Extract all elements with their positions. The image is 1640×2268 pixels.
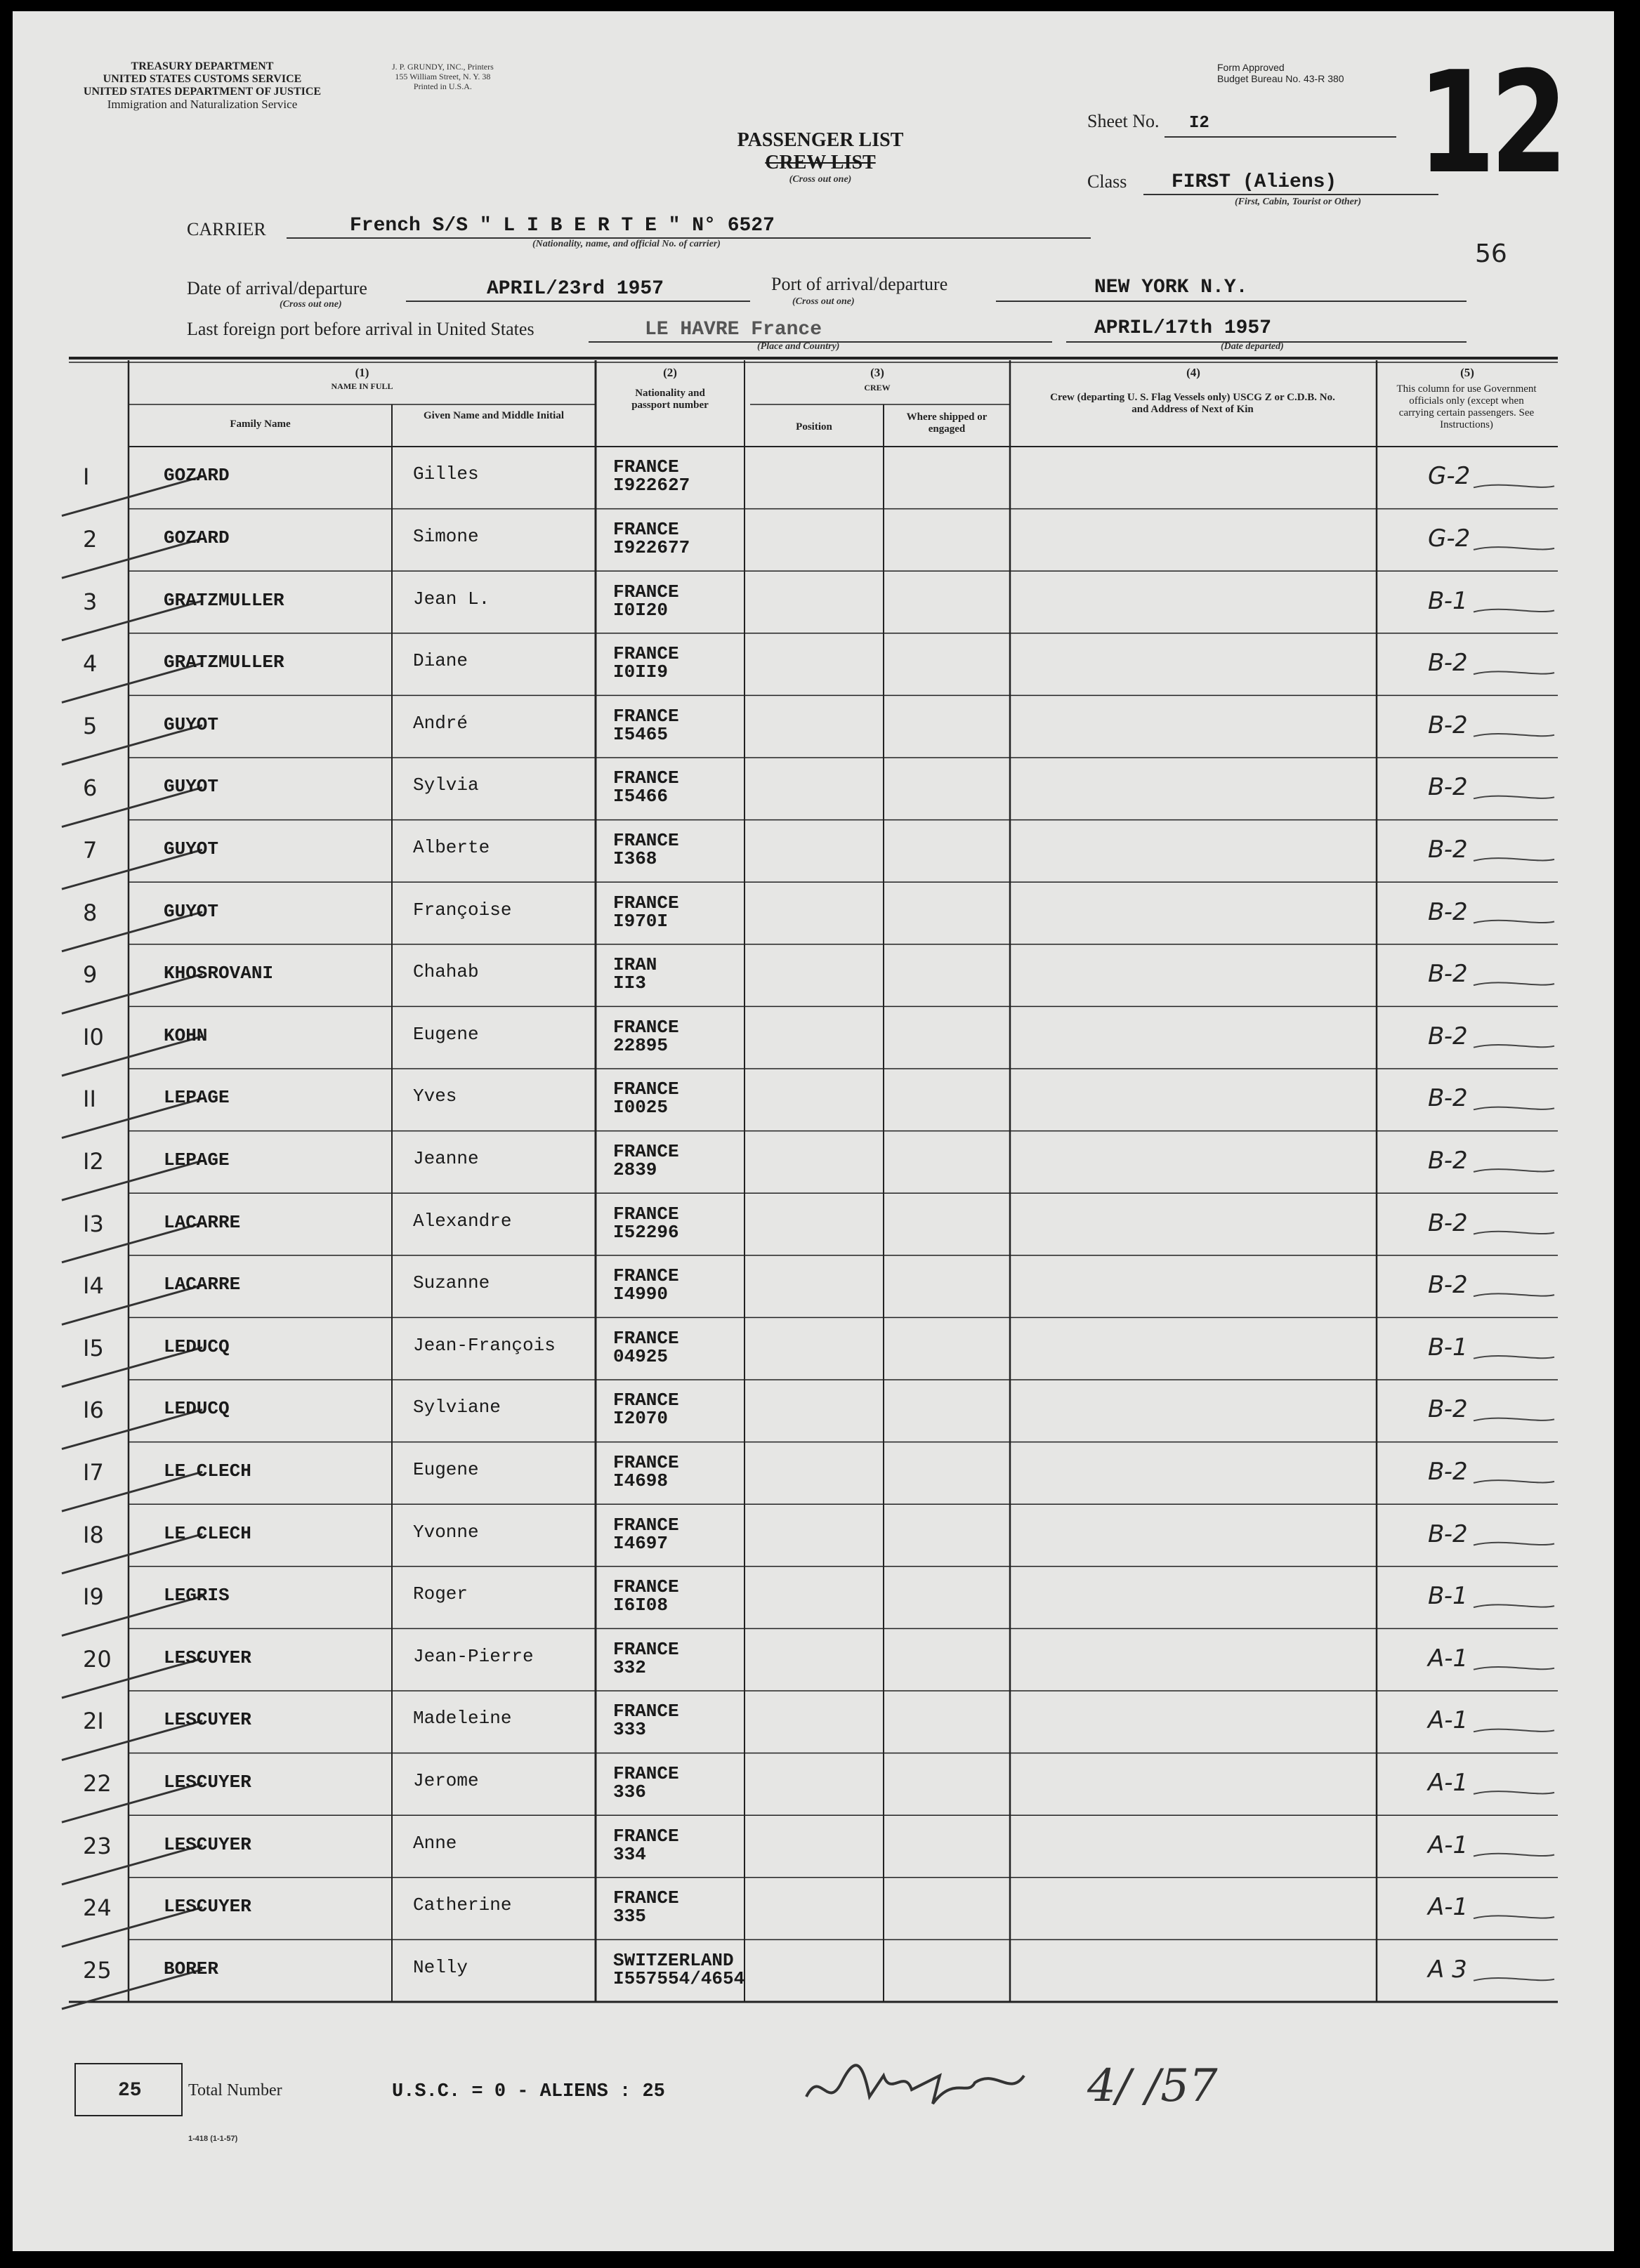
passport-number: I4698 [613, 1470, 669, 1491]
col-given-name: Given Name and Middle Initial [423, 410, 565, 421]
family-name: GUYOT [164, 900, 219, 922]
row-number: I0 [83, 1023, 104, 1050]
row-number: 23 [83, 1832, 112, 1859]
family-name: KOHN [164, 1024, 208, 1046]
mark-flourish [1474, 1978, 1554, 1981]
col4-crew: Crew (departing U. S. Flag Vessels only) USCG Z or C.D.B. No. and Address of Next of Kin [1050, 392, 1335, 415]
given-name: Sylvia [413, 774, 479, 796]
passport-number: I0I20 [613, 599, 669, 621]
mark-flourish [1474, 1169, 1554, 1172]
given-name: Jean-Pierre [413, 1645, 534, 1667]
given-name: Chahab [413, 961, 479, 983]
nationality: FRANCE [613, 581, 679, 602]
col5-gov: This column for use Government officials only (except when carrying certain passengers. See Instructions) [1396, 383, 1537, 430]
passport-number: I922677 [613, 536, 690, 558]
mark-flourish [1474, 1480, 1554, 1483]
family-name: BORER [164, 1958, 219, 1979]
given-name: Eugene [413, 1023, 479, 1045]
mark-flourish [1474, 1854, 1554, 1857]
mark-flourish [1474, 1107, 1554, 1110]
gov-mark: B-2 [1428, 1146, 1468, 1175]
port-note: (Cross out one) [792, 296, 855, 307]
nationality: FRANCE [613, 705, 679, 727]
nationality: FRANCE [613, 1203, 679, 1225]
family-name: LACARRE [164, 1211, 241, 1233]
given-name: Roger [413, 1583, 468, 1605]
given-name: Suzanne [413, 1272, 490, 1294]
row-number: 3 [83, 588, 98, 615]
mark-flourish [1474, 1418, 1554, 1421]
family-name: LE CLECH [164, 1522, 251, 1544]
passport-number: 04925 [613, 1345, 669, 1367]
mark-flourish [1474, 1667, 1554, 1670]
row-number: I5 [83, 1334, 104, 1362]
nationality: FRANCE [613, 1079, 679, 1100]
passport-number: 2839 [613, 1159, 657, 1180]
family-name: LACARRE [164, 1274, 241, 1295]
family-name: KHOSROVANI [164, 963, 274, 984]
row-number: 7 [83, 836, 98, 864]
signature-image [799, 2048, 1094, 2125]
col3-crew: CREW [864, 383, 891, 393]
family-name: LE CLECH [164, 1460, 251, 1482]
gov-mark: A-1 [1428, 1768, 1469, 1797]
carrier-note: (Nationality, name, and official No. of carrier) [532, 239, 721, 249]
gov-mark: B-1 [1428, 1582, 1468, 1611]
manifest-sheet [13, 11, 1614, 2251]
given-name: Madeleine [413, 1708, 512, 1729]
row-number: 6 [83, 774, 98, 802]
row-number: 8 [83, 899, 98, 926]
gov-mark: B-2 [1428, 1519, 1468, 1548]
given-name: Yves [413, 1086, 457, 1107]
mark-flourish [1474, 1729, 1554, 1732]
date-departed-value: APRIL/17th 1957 [1094, 317, 1272, 339]
given-name: Catherine [413, 1894, 512, 1916]
big-sheet-number: 12 [1417, 41, 1563, 205]
class-value: FIRST (Aliens) [1172, 171, 1337, 193]
given-name: Alberte [413, 836, 490, 858]
class-note: (First, Cabin, Tourist or Other) [1235, 197, 1361, 207]
date-label: Date of arrival/departure [187, 278, 367, 298]
agency-line: UNITED STATES DEPARTMENT OF JUSTICE [83, 86, 322, 98]
mark-flourish [1474, 734, 1554, 737]
form-approved-line: Budget Bureau No. 43-R 380 [1217, 73, 1344, 84]
mark-flourish [1474, 1604, 1554, 1607]
passport-number: I2070 [613, 1408, 669, 1430]
gov-mark: B-2 [1428, 835, 1468, 864]
mark-flourish [1474, 1916, 1554, 1918]
col2-number: (2) [663, 366, 677, 379]
class-label: Class [1087, 171, 1127, 192]
col1-number: (1) [355, 366, 369, 379]
mark-flourish [1474, 796, 1554, 799]
row-number: 20 [83, 1645, 112, 1673]
nationality: FRANCE [613, 1887, 679, 1909]
passport-number: 335 [613, 1906, 646, 1927]
nationality: FRANCE [613, 518, 679, 540]
gov-mark: B-2 [1428, 773, 1468, 802]
mark-flourish [1474, 1293, 1554, 1296]
nationality: FRANCE [613, 1140, 679, 1162]
nationality: FRANCE [613, 1638, 679, 1660]
gov-mark: A-1 [1428, 1706, 1469, 1735]
passport-number: I6I08 [613, 1595, 669, 1616]
gov-mark: B-2 [1428, 1395, 1468, 1424]
title-crew-list: CREW LIST [765, 152, 876, 173]
col3-number: (3) [870, 366, 884, 379]
col4-number: (4) [1186, 366, 1200, 379]
port-value: NEW YORK N.Y. [1094, 277, 1248, 298]
form-number: 1-418 (1-1-57) [188, 2135, 238, 2143]
gov-mark: G-2 [1428, 462, 1471, 491]
row-number: I8 [83, 1521, 104, 1548]
given-name: Jean L. [413, 588, 490, 609]
row-number: I3 [83, 1210, 104, 1237]
total-value: 25 [118, 2080, 142, 2102]
family-name: LESCUYER [164, 1896, 251, 1918]
family-name: LEPAGE [164, 1149, 230, 1171]
row-number: I2 [83, 1147, 104, 1175]
carrier-label: CARRIER [187, 219, 266, 239]
row-number: 25 [83, 1956, 112, 1984]
family-name: GUYOT [164, 838, 219, 859]
title-passenger-list: PASSENGER LIST [737, 129, 904, 151]
passport-number: I922627 [613, 475, 690, 496]
family-name: GRATZMULLER [164, 652, 284, 673]
family-name: LEPAGE [164, 1087, 230, 1109]
passport-number: I5466 [613, 786, 669, 807]
mark-flourish [1474, 671, 1554, 674]
nationality: FRANCE [613, 767, 679, 789]
printer-line: 155 William Street, N. Y. 38 [395, 72, 491, 81]
nationality: FRANCE [613, 892, 679, 914]
total-label: Total Number [188, 2081, 282, 2099]
gov-mark: A-1 [1428, 1644, 1469, 1673]
given-name: Jerome [413, 1769, 479, 1791]
gov-mark: B-2 [1428, 1084, 1468, 1113]
family-name: GOZARD [164, 527, 230, 548]
family-name: GUYOT [164, 713, 219, 735]
gov-mark: G-2 [1428, 524, 1471, 553]
cross-out-note: (Cross out one) [789, 174, 852, 185]
passport-number: I0II9 [613, 661, 669, 683]
row-number: I7 [83, 1458, 104, 1486]
gov-mark: B-2 [1428, 649, 1468, 678]
passport-number: I557554/4654 [613, 1967, 745, 1989]
port-label: Port of arrival/departure [771, 274, 948, 294]
family-name: GUYOT [164, 776, 219, 798]
printer-line: J. P. GRUNDY, INC., Printers [392, 62, 494, 72]
gov-mark: B-2 [1428, 1457, 1468, 1486]
table-grid [13, 11, 1614, 2251]
page-number: 56 [1475, 239, 1507, 268]
nationality: FRANCE [613, 1576, 679, 1598]
mark-flourish [1474, 1045, 1554, 1048]
family-name: LESCUYER [164, 1771, 251, 1793]
row-number: 4 [83, 650, 98, 678]
nationality: FRANCE [613, 1451, 679, 1473]
sheet-label: Sheet No. [1087, 111, 1160, 131]
carrier-value: French S/S " L I B E R T E " N° 6527 [350, 215, 775, 237]
form-approved-line: Form Approved [1217, 62, 1285, 73]
gov-mark: B-1 [1428, 1333, 1468, 1362]
nationality: FRANCE [613, 1327, 679, 1349]
passport-number: I0025 [613, 1097, 669, 1119]
given-name: Diane [413, 650, 468, 672]
given-name: Nelly [413, 1956, 468, 1978]
row-number: 2I [83, 1708, 104, 1735]
date-value: APRIL/23rd 1957 [487, 278, 664, 300]
gov-mark: A 3 [1428, 1955, 1467, 1984]
gov-mark: B-2 [1428, 1271, 1468, 1300]
gov-mark: B-2 [1428, 960, 1468, 989]
signature-date: 4/ /57 [1087, 2060, 1218, 2112]
family-name: LEGRIS [164, 1585, 230, 1607]
given-name: Eugene [413, 1458, 479, 1480]
col-family-name: Family Name [230, 418, 291, 430]
col-position: Position [796, 421, 832, 433]
gov-mark: A-1 [1428, 1831, 1469, 1859]
passport-number: 333 [613, 1719, 646, 1741]
mark-flourish [1474, 982, 1554, 985]
date-departed-note: (Date departed) [1221, 341, 1284, 352]
col1-title: NAME IN FULL [331, 381, 393, 391]
given-name: Françoise [413, 899, 512, 921]
passport-number: II3 [613, 973, 646, 994]
nationality: FRANCE [613, 1016, 679, 1038]
nationality: SWITZERLAND [613, 1949, 734, 1971]
passport-number: 336 [613, 1781, 646, 1802]
mark-flourish [1474, 1791, 1554, 1794]
mark-flourish [1474, 547, 1554, 550]
last-port-label: Last foreign port before arrival in United States [187, 319, 534, 339]
col-where-shipped: Where shipped or engaged [906, 411, 988, 435]
family-name: LESCUYER [164, 1709, 251, 1731]
col5-number: (5) [1460, 366, 1474, 379]
given-name: Sylviane [413, 1397, 501, 1418]
sheet-value: I2 [1189, 114, 1209, 133]
row-number: 22 [83, 1769, 112, 1797]
nationality: FRANCE [613, 643, 679, 665]
agency-line: Immigration and Naturalization Service [107, 98, 298, 111]
passport-number: I4697 [613, 1532, 669, 1554]
family-name: LEDUCQ [164, 1398, 230, 1420]
given-name: Jean-François [413, 1334, 556, 1356]
nationality: FRANCE [613, 829, 679, 851]
family-name: GOZARD [164, 465, 230, 487]
family-name: LESCUYER [164, 1647, 251, 1668]
given-name: Simone [413, 525, 479, 547]
passport-number: I52296 [613, 1221, 679, 1243]
date-note: (Cross out one) [280, 299, 342, 310]
nationality: FRANCE [613, 1514, 679, 1536]
total-summary: U.S.C. = 0 - ALIENS : 25 [392, 2081, 665, 2102]
gov-mark: B-2 [1428, 1208, 1468, 1237]
row-number: I [83, 463, 90, 491]
given-name: André [413, 712, 468, 734]
row-number: I9 [83, 1583, 104, 1611]
passport-number: 334 [613, 1843, 646, 1865]
nationality: FRANCE [613, 456, 679, 478]
gov-mark: B-1 [1428, 586, 1468, 615]
given-name: Jeanne [413, 1147, 479, 1169]
gov-mark: B-2 [1428, 1022, 1468, 1050]
printer-line: Printed in U.S.A. [413, 81, 472, 91]
row-number: I6 [83, 1397, 104, 1424]
family-name: LESCUYER [164, 1833, 251, 1855]
given-name: Gilles [413, 463, 479, 485]
passport-number: I970I [613, 910, 669, 932]
agency-line: UNITED STATES CUSTOMS SERVICE [103, 73, 302, 85]
family-name: GRATZMULLER [164, 589, 284, 611]
passport-number: 22895 [613, 1034, 669, 1056]
row-number: I4 [83, 1272, 104, 1300]
nationality: FRANCE [613, 1390, 679, 1411]
row-number: II [83, 1086, 96, 1113]
mark-flourish [1474, 485, 1554, 488]
passport-number: I4990 [613, 1284, 669, 1305]
last-port-value: LE HAVRE France [645, 319, 822, 341]
given-name: Alexandre [413, 1210, 512, 1232]
nationality: IRAN [613, 954, 657, 976]
nationality: FRANCE [613, 1701, 679, 1722]
place-note: (Place and Country) [757, 341, 840, 352]
nationality: FRANCE [613, 1825, 679, 1847]
family-name: LEDUCQ [164, 1336, 230, 1357]
mark-flourish [1474, 609, 1554, 612]
row-number: 2 [83, 525, 98, 553]
given-name: Anne [413, 1832, 457, 1854]
col-nationality: Nationality and passport number [631, 388, 709, 411]
mark-flourish [1474, 1232, 1554, 1234]
passport-number: 332 [613, 1656, 646, 1678]
gov-mark: B-2 [1428, 711, 1468, 739]
passport-number: I368 [613, 848, 657, 869]
passport-number: I5465 [613, 723, 669, 745]
mark-flourish [1474, 1356, 1554, 1359]
mark-flourish [1474, 858, 1554, 861]
row-number: 24 [83, 1894, 112, 1922]
gov-mark: A-1 [1428, 1893, 1469, 1922]
mark-flourish [1474, 1543, 1554, 1545]
nationality: FRANCE [613, 1762, 679, 1784]
given-name: Yvonne [413, 1521, 479, 1543]
nationality: FRANCE [613, 1265, 679, 1287]
gov-mark: B-2 [1428, 897, 1468, 926]
row-number: 5 [83, 712, 98, 739]
mark-flourish [1474, 921, 1554, 923]
agency-line: TREASURY DEPARTMENT [131, 60, 274, 72]
row-number: 9 [83, 961, 98, 989]
